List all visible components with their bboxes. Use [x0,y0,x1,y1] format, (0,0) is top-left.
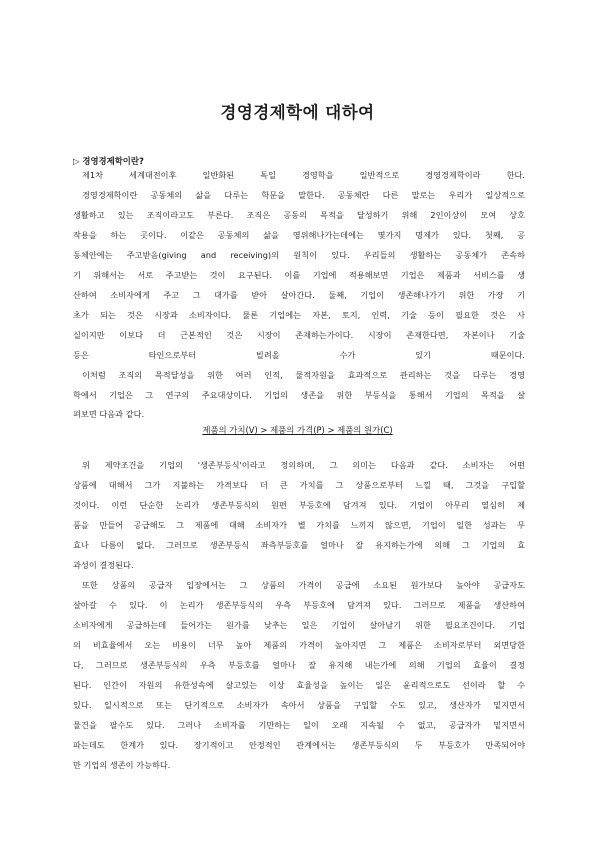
body-line: 동체안에는 주고받음(giving and receiving)의 원칙이 있다. 우리들의 생활하는 공동체가 존속하 [73,250,525,260]
body-line: 제1차 세계대전이후 일반화된 독일 경영학을 일반적으로 경영경제학이라 한다. [82,170,525,180]
body-line: 경영경제학이란 공동체의 삶을 다루는 학문을 말한다. 공동체란 다른 말로는 우리가 일상적으로 [82,190,525,200]
body-line: 위 제약조건을 기업의 '생존부등식'이라고 정의하며, 그 의미는 다음과 같다. 소비자는 어떤 [82,460,525,470]
body-line: 이처럼 조직의 목적달성을 위한 여러 인적, 물적자원을 효과적으로 관리하는 것을 다루는 경영 [82,370,525,380]
body-line: 실이지만 이보다 더 근본적인 것은 시장이 존재하는가이다. 시장이 존재한다면, 자본이나 기술 [73,330,525,340]
body-line: 효나 다름이 없다. 그러므로 생존부등식 좌측부등호를 얼마나 잘 유지하는가에 의해 그 기업의 효 [73,540,525,550]
body-line: 산하여 소비자에게 주고 그 대가를 받아 살아간다. 둘째, 기업이 생존해나가기 위한 가장 기 [73,290,525,300]
section-heading: ▷ 경영경제학이란? [73,156,144,166]
body-line: 것이다. 이런 단순한 논리가 생존부등식의 원편 부등호에 담겨져 있다. 기업이 아무리 열심히 제 [73,500,525,510]
body-line: 된다. 인간이 자원의 유한성속에 살고있는 이상 효율성을 높이는 일은 윤리적으로도 선이라 할 수 [73,680,525,690]
body-line: 살아갈 수 있다. 이 논리가 생존부등식의 우측 부등호에 담겨져 있다. 그러므로 제품을 생산하여 [73,600,525,610]
body-line: 물건을 팔수도 있다. 그러나 소비자를 기만하는 일이 오래 지속될 수 없고, 공급자가 밑지면서 [73,720,525,730]
body-line: 작용을 하는 곳이다. 이같은 공동체의 삶을 영위해나가는데에는 몇가지 명제가 있다. 첫째, 공 [73,230,525,240]
document-title: 경영경제학에 대하여 [220,103,375,122]
body-line: 상품에 대해서 그가 지불하는 가격보다 더 큰 가치를 그 상품으로부터 느낄 때, 그것을 구입할 [73,480,525,490]
body-line: 과성이 결정된다. [73,560,134,570]
body-line: 있다. 일시적으로 또는 단기적으로 소비자가 속아서 상품을 구입할 수도 있고, 생산자가 밑지면서 [73,700,525,710]
body-line: 소비자에게 공급하는데 들어가는 원가를 낮추는 일은 기업이 살아남기 위한 필요조건이다. 기업 [73,620,525,630]
body-line: 등은 타인으로부터 빌려올 수가 있기 때문이다. [73,350,525,360]
body-line: 펴보면 다음과 같다. [73,409,145,419]
body-line: 만 기업의 생존이 가능하다. [73,760,171,770]
survival-inequality [0,424,595,436]
body-line: 생활하고 있는 조직이라고도 부른다. 조직은 공동의 목적을 달성하기 위해 2인이상이 모여 상호 [73,210,525,220]
formula-text: 제품의 가치(V) > 제품의 가격(P) > 제품의 원가(C) [202,425,393,435]
body-line: 초가 되는 것은 시장과 소비자이다. 물론 기업에는 자본, 토지, 인력, 기술 등이 필요한 것은 사 [73,310,525,320]
body-line: 의 비효율에서 오는 비용이 너무 높아 제품의 가격이 높아지면 그 제품은 소비자로부터 외면당한 [73,640,525,650]
body-line: 파는데도 한계가 있다. 장기적이고 안정적인 관계에서는 생존부등식의 두 부등호가 만족되어야 [73,740,525,750]
body-line: 기 위해서는 서로 주고받는 것이 요구된다. 이를 기업에 적용해보면 기업은 제품과 서비스를 생 [73,270,525,280]
body-line: 또한 상품의 공급자 입장에서는 그 상품의 가격이 공급에 소요된 원가보다 높아야 공급자도 [82,580,525,590]
body-line: 다, 그러므로 생존부등식의 우측 부등호를 얼마나 잘 유지해 내는가에 의해 기업의 효율이 결정 [73,660,525,670]
body-line: 학에서 기업은 그 연구의 주요대상이다. 기업의 생존을 위한 부등식을 통해서 기업의 목적을 살 [73,390,525,400]
body-line: 품을 만들어 공급해도 그 제품에 대해 소비자가 별 가치를 느끼지 않으면, 기업이 일한 성과는 무 [73,520,525,530]
